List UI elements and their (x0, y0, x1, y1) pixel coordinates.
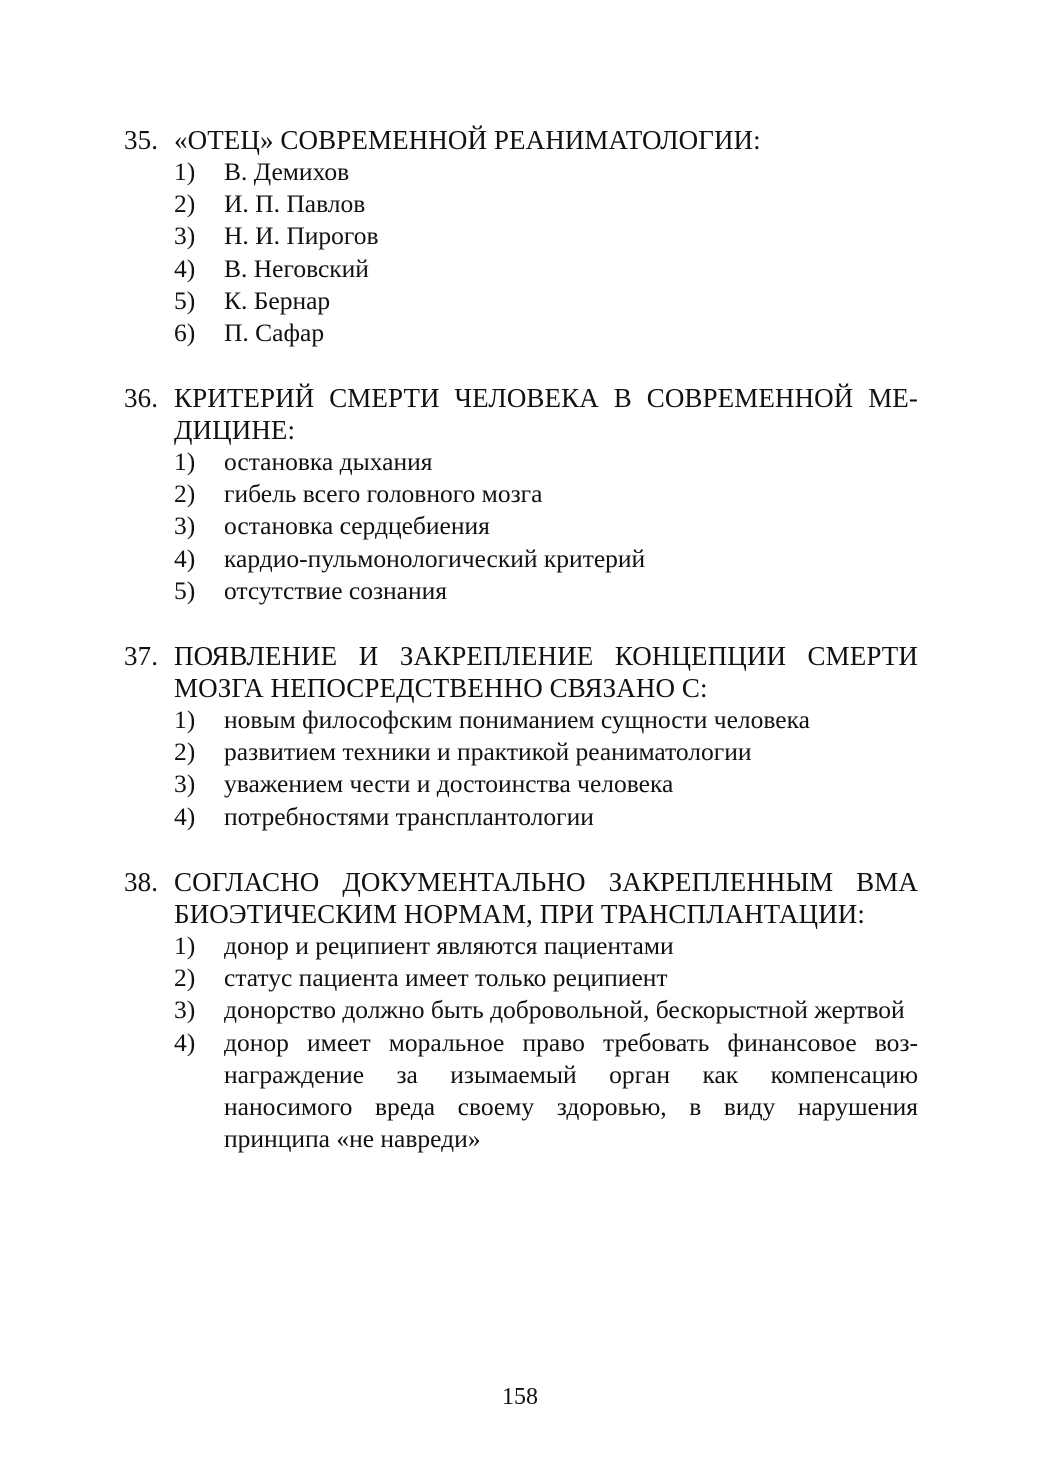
option-text: В. Демихов (224, 157, 350, 186)
option-text: донор и реципиент являются пациентами (224, 931, 674, 960)
option-number: 4) (174, 543, 196, 573)
answer-option (174, 510, 918, 542)
option-number: 5) (174, 575, 196, 605)
option-text: Н. И. Пирогов (224, 221, 379, 251)
question-number: 37. (124, 641, 159, 671)
question-heading (124, 640, 918, 704)
answer-option (174, 736, 918, 768)
answer-option (174, 478, 918, 510)
question-number: 38. (124, 867, 159, 897)
question-35 (124, 124, 918, 349)
question-37 (124, 640, 918, 833)
question-title: СОГЛАСНО ДОКУМЕНТАЛЬНО ЗАКРЕПЛЕННЫМ ВМА БИОЭТИЧЕСКИМ НОРМАМ, ПРИ ТРАНСПЛАНТАЦИИ: (174, 867, 918, 929)
answer-option (174, 994, 918, 1026)
option-text: В. Неговский (224, 253, 369, 283)
answer-option (174, 253, 918, 285)
question-36 (124, 382, 918, 607)
option-number: 4) (174, 1027, 196, 1057)
option-text: развитием техники и практикой реаниматологии (224, 737, 752, 767)
option-text: отсутствие сознания (224, 575, 448, 605)
option-text: потребностями трансплантологии (224, 801, 594, 831)
question-title: «ОТЕЦ» СОВРЕМЕННОЙ РЕАНИМАТОЛОГИИ: (174, 125, 761, 155)
answer-option (174, 962, 918, 994)
page-number: 158 (502, 1384, 538, 1410)
question-heading (124, 382, 918, 446)
answer-option (174, 156, 918, 188)
option-text: гибель всего головного мозга (224, 479, 543, 509)
answer-option (174, 317, 918, 349)
option-text: донорство должно быть добровольной, бескорыстной жертвой (224, 995, 905, 1025)
option-number: 5) (174, 285, 196, 315)
answer-option (174, 575, 918, 607)
answer-option (174, 801, 918, 833)
option-number: 2) (174, 737, 196, 767)
option-number: 2) (174, 479, 196, 509)
option-text: П. Сафар (224, 318, 325, 348)
option-number: 4) (174, 253, 196, 283)
question-number: 35. (124, 125, 159, 155)
answer-option (174, 704, 918, 736)
answer-options (124, 930, 918, 1155)
question-38 (124, 866, 918, 1155)
answer-option (174, 188, 918, 220)
question-heading (124, 124, 918, 156)
option-text: донор имеет моральное право требовать финансовое воз-награждение за изымаемый орган как компенсацию наносимого вреда своему здоровью, в виду нарушения принципа «не навреди» (224, 1027, 918, 1154)
option-number: 1) (174, 447, 196, 476)
option-number: 3) (174, 511, 196, 541)
question-title: КРИТЕРИЙ СМЕРТИ ЧЕЛОВЕКА В СОВРЕМЕННОЙ МЕ-ДИЦИНЕ: (174, 383, 918, 445)
option-number: 1) (174, 931, 196, 960)
question-title: ПОЯВЛЕНИЕ И ЗАКРЕПЛЕНИЕ КОНЦЕПЦИИ СМЕРТИ МОЗГА НЕПОСРЕДСТВЕННО СВЯЗАНО С: (174, 641, 918, 703)
answer-option (174, 446, 918, 478)
option-text: новым философским пониманием сущности человека (224, 705, 810, 734)
question-heading (124, 866, 918, 930)
option-number: 1) (174, 157, 196, 186)
option-number: 3) (174, 221, 196, 251)
option-text: кардио-пульмонологический критерий (224, 543, 646, 573)
option-number: 3) (174, 995, 196, 1025)
answer-option (174, 285, 918, 317)
option-number: 2) (174, 189, 196, 219)
option-number: 4) (174, 801, 196, 831)
question-number: 36. (124, 383, 159, 413)
option-text: статус пациента имеет только реципиент (224, 963, 668, 993)
option-number: 1) (174, 705, 196, 734)
answer-option (174, 768, 918, 800)
answer-options (124, 704, 918, 833)
answer-option (174, 220, 918, 252)
option-text: К. Бернар (224, 285, 331, 315)
option-text: остановка сердцебиения (224, 511, 490, 541)
answer-option (174, 1027, 918, 1156)
option-text: остановка дыхания (224, 447, 433, 476)
answer-options (124, 156, 918, 349)
option-number: 3) (174, 769, 196, 799)
option-number: 6) (174, 318, 196, 348)
answer-option (174, 930, 918, 962)
answer-options (124, 446, 918, 607)
answer-option (174, 543, 918, 575)
option-text: уважением чести и достоинства человека (224, 769, 674, 799)
option-number: 2) (174, 963, 196, 993)
option-text: И. П. Павлов (224, 189, 366, 219)
